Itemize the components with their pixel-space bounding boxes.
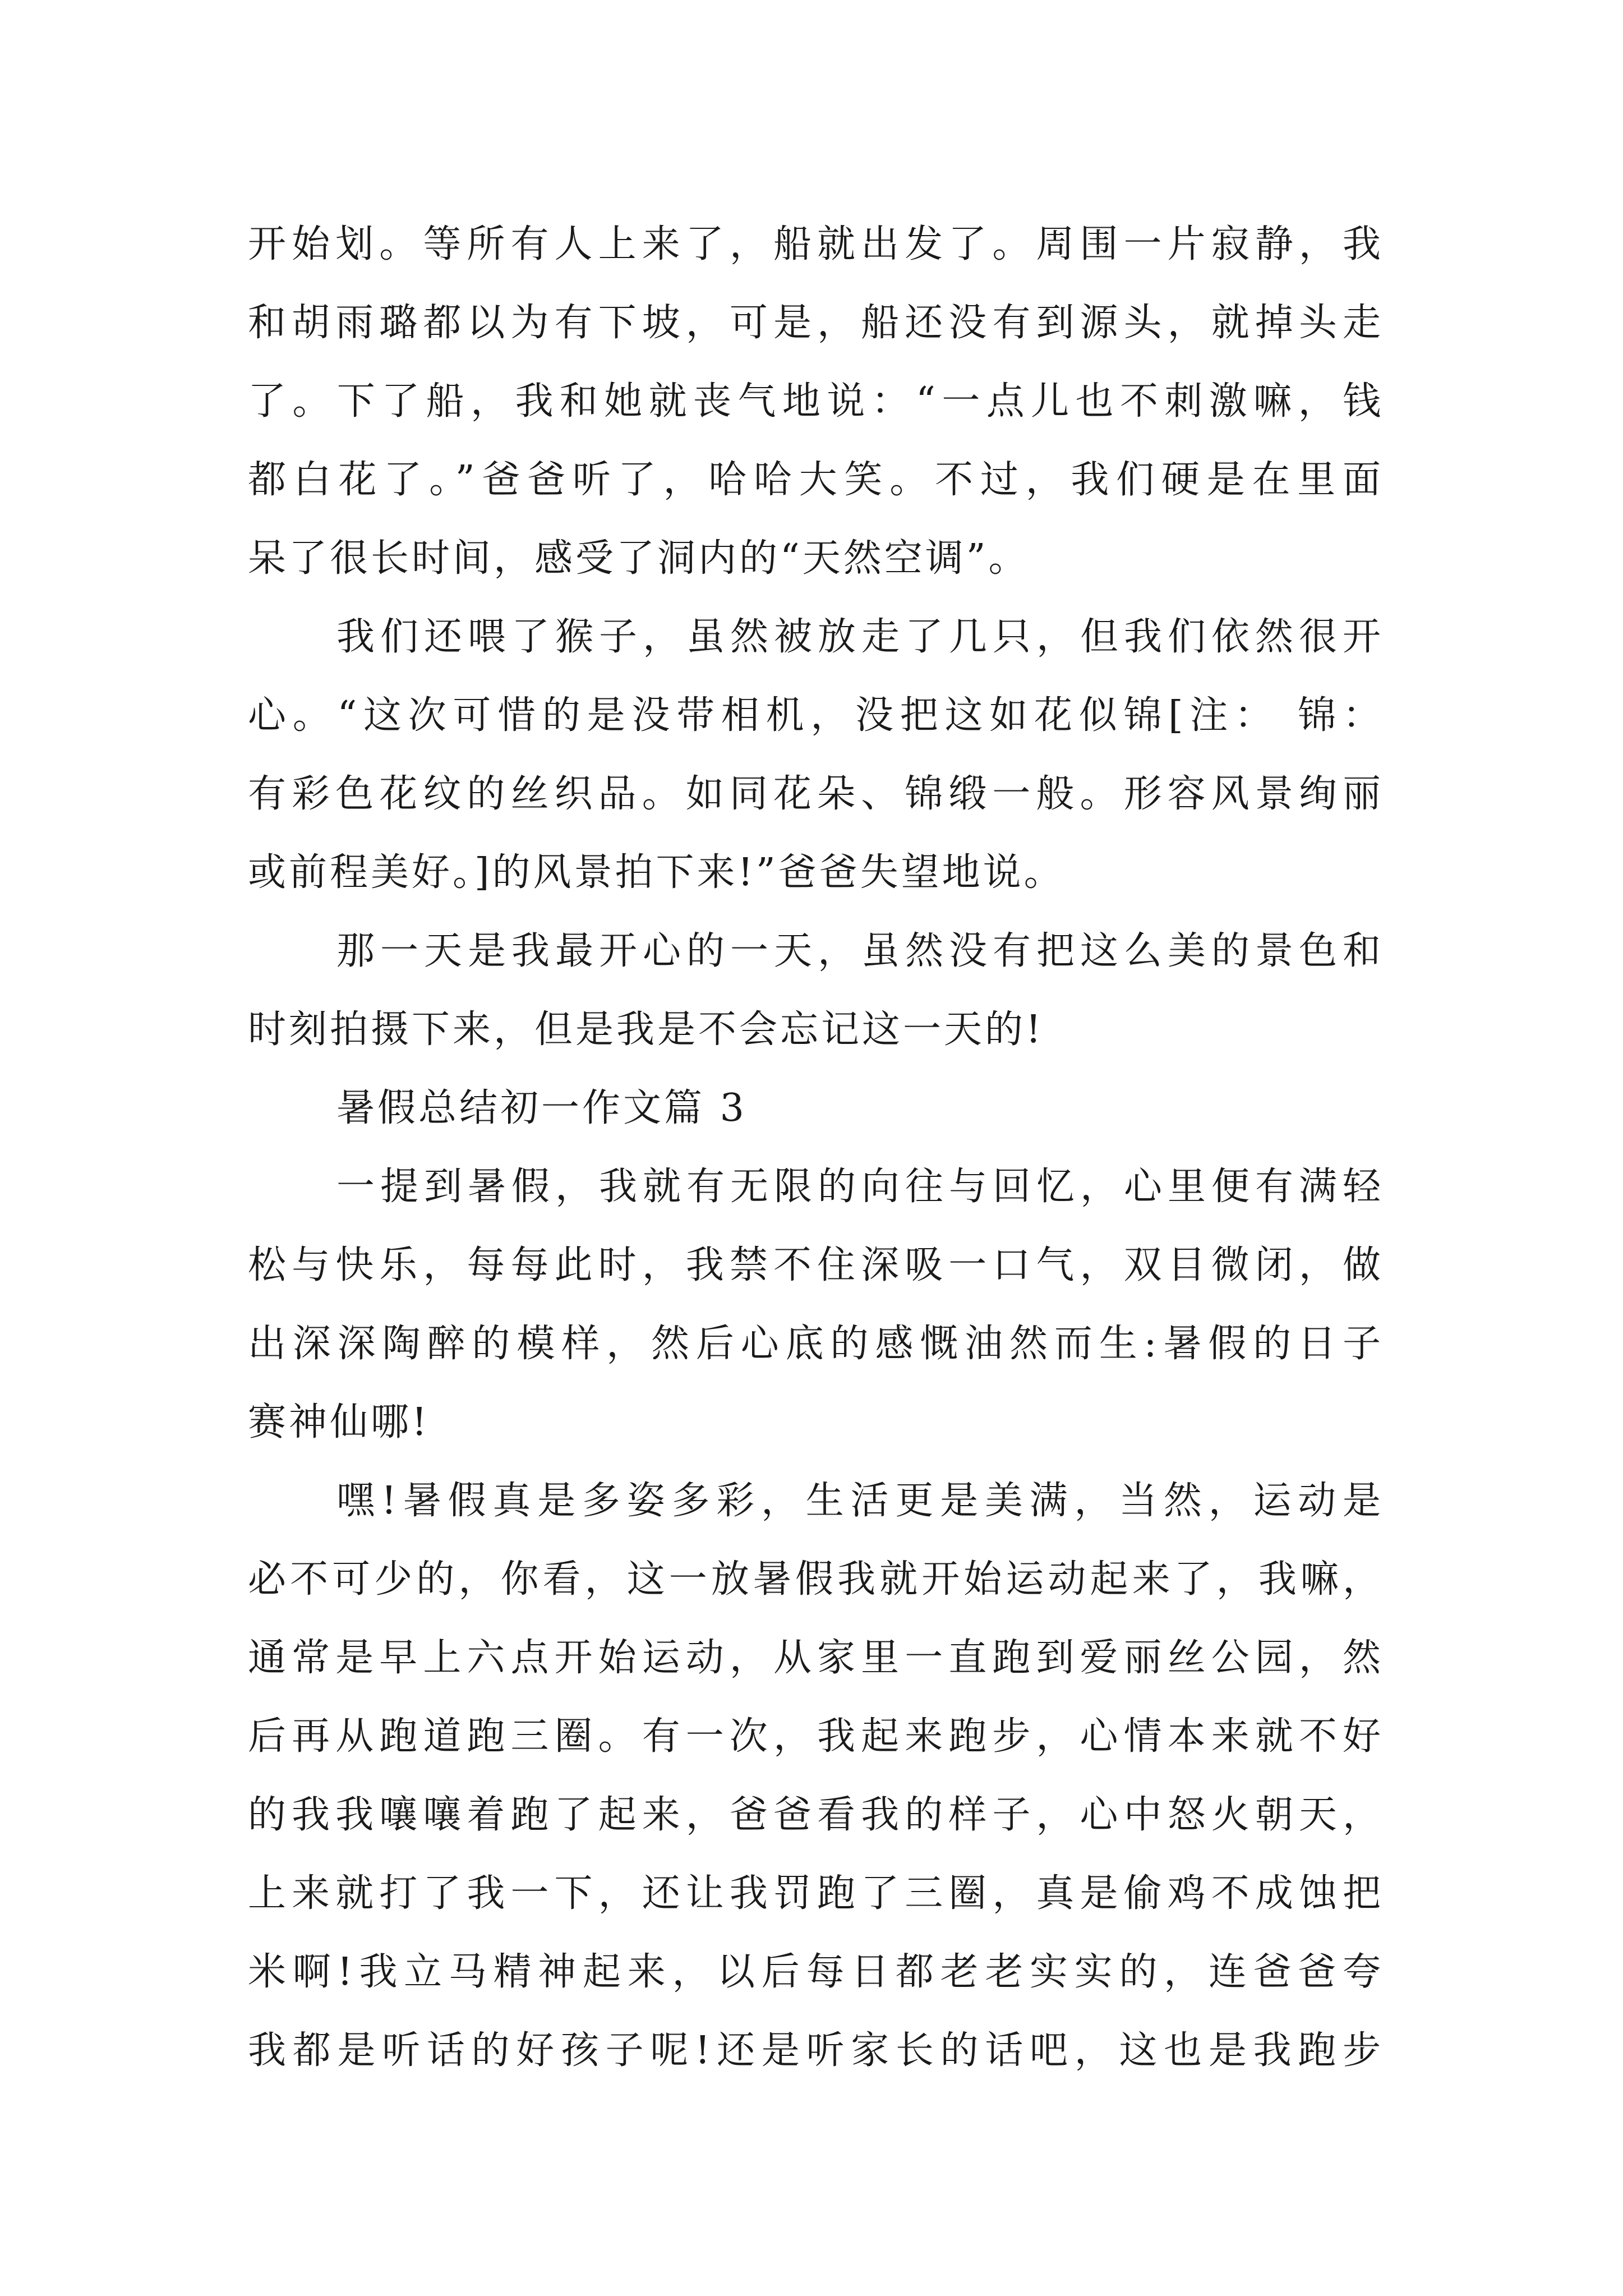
text-line: 有彩色花纹的丝织品。如同花朵、锦缎一般。形容风景绚丽: [248, 772, 1381, 816]
paragraph-first-line: 一提到暑假，我就有无限的向往与回忆，心里便有满轻: [336, 1165, 1381, 1209]
paragraph-first-line: 嘿!暑假真是多姿多彩，生活更是美满，当然，运动是: [336, 1479, 1381, 1523]
text-line: 上来就打了我一下，还让我罚跑了三圈，真是偷鸡不成蚀把: [248, 1871, 1381, 1916]
paragraph-first-line: 那一天是我最开心的一天，虽然没有把这么美的景色和: [336, 929, 1381, 973]
section-heading: 暑假总结初一作文篇 3: [336, 1086, 747, 1130]
text-line: 出深深陶醉的模样，然后心底的感慨油然而生:暑假的日子: [248, 1322, 1381, 1366]
text-line: 和胡雨璐都以为有下坡，可是，船还没有到源头，就掉头走: [248, 301, 1381, 345]
text-line: 的我我嚷嚷着跑了起来，爸爸看我的样子，心中怒火朝天，: [248, 1793, 1381, 1837]
text-line: 赛神仙哪!: [248, 1400, 430, 1444]
text-line: 我都是听话的好孩子呢!还是听家长的话吧，这也是我跑步: [248, 2028, 1381, 2073]
text-line: 心。“这次可惜的是没带相机，没把这如花似锦[注： 锦：: [248, 693, 1381, 738]
text-line: 开始划。等所有人上来了，船就出发了。周围一片寂静，我: [248, 222, 1381, 266]
text-line: 松与快乐，每每此时，我禁不住深吸一口气，双目微闭，做: [248, 1243, 1381, 1287]
text-line: 或前程美好。]的风景拍下来!”爸爸失望地说。: [248, 850, 1065, 895]
text-line: 时刻拍摄下来，但是我是不会忘记这一天的!: [248, 1007, 1044, 1052]
text-line: 必不可少的，你看，这一放暑假我就开始运动起来了，我嘛，: [248, 1557, 1381, 1602]
text-line: 后再从跑道跑三圈。有一次，我起来跑步，心情本来就不好: [248, 1714, 1381, 1759]
text-line: 了。下了船，我和她就丧气地说：“一点儿也不刺激嘛，钱: [248, 379, 1381, 424]
text-line: 通常是早上六点开始运动，从家里一直跑到爱丽丝公园，然: [248, 1636, 1381, 1680]
paragraph-first-line: 我们还喂了猴子，虽然被放走了几只，但我们依然很开: [336, 615, 1381, 659]
text-line: 米啊!我立马精神起来，以后每日都老老实实的，连爸爸夸: [248, 1950, 1381, 1994]
text-line: 呆了很长时间，感受了洞内的“天然空调”。: [248, 536, 1030, 581]
text-line: 都白花了。”爸爸听了，哈哈大笑。不过，我们硬是在里面: [248, 458, 1381, 502]
